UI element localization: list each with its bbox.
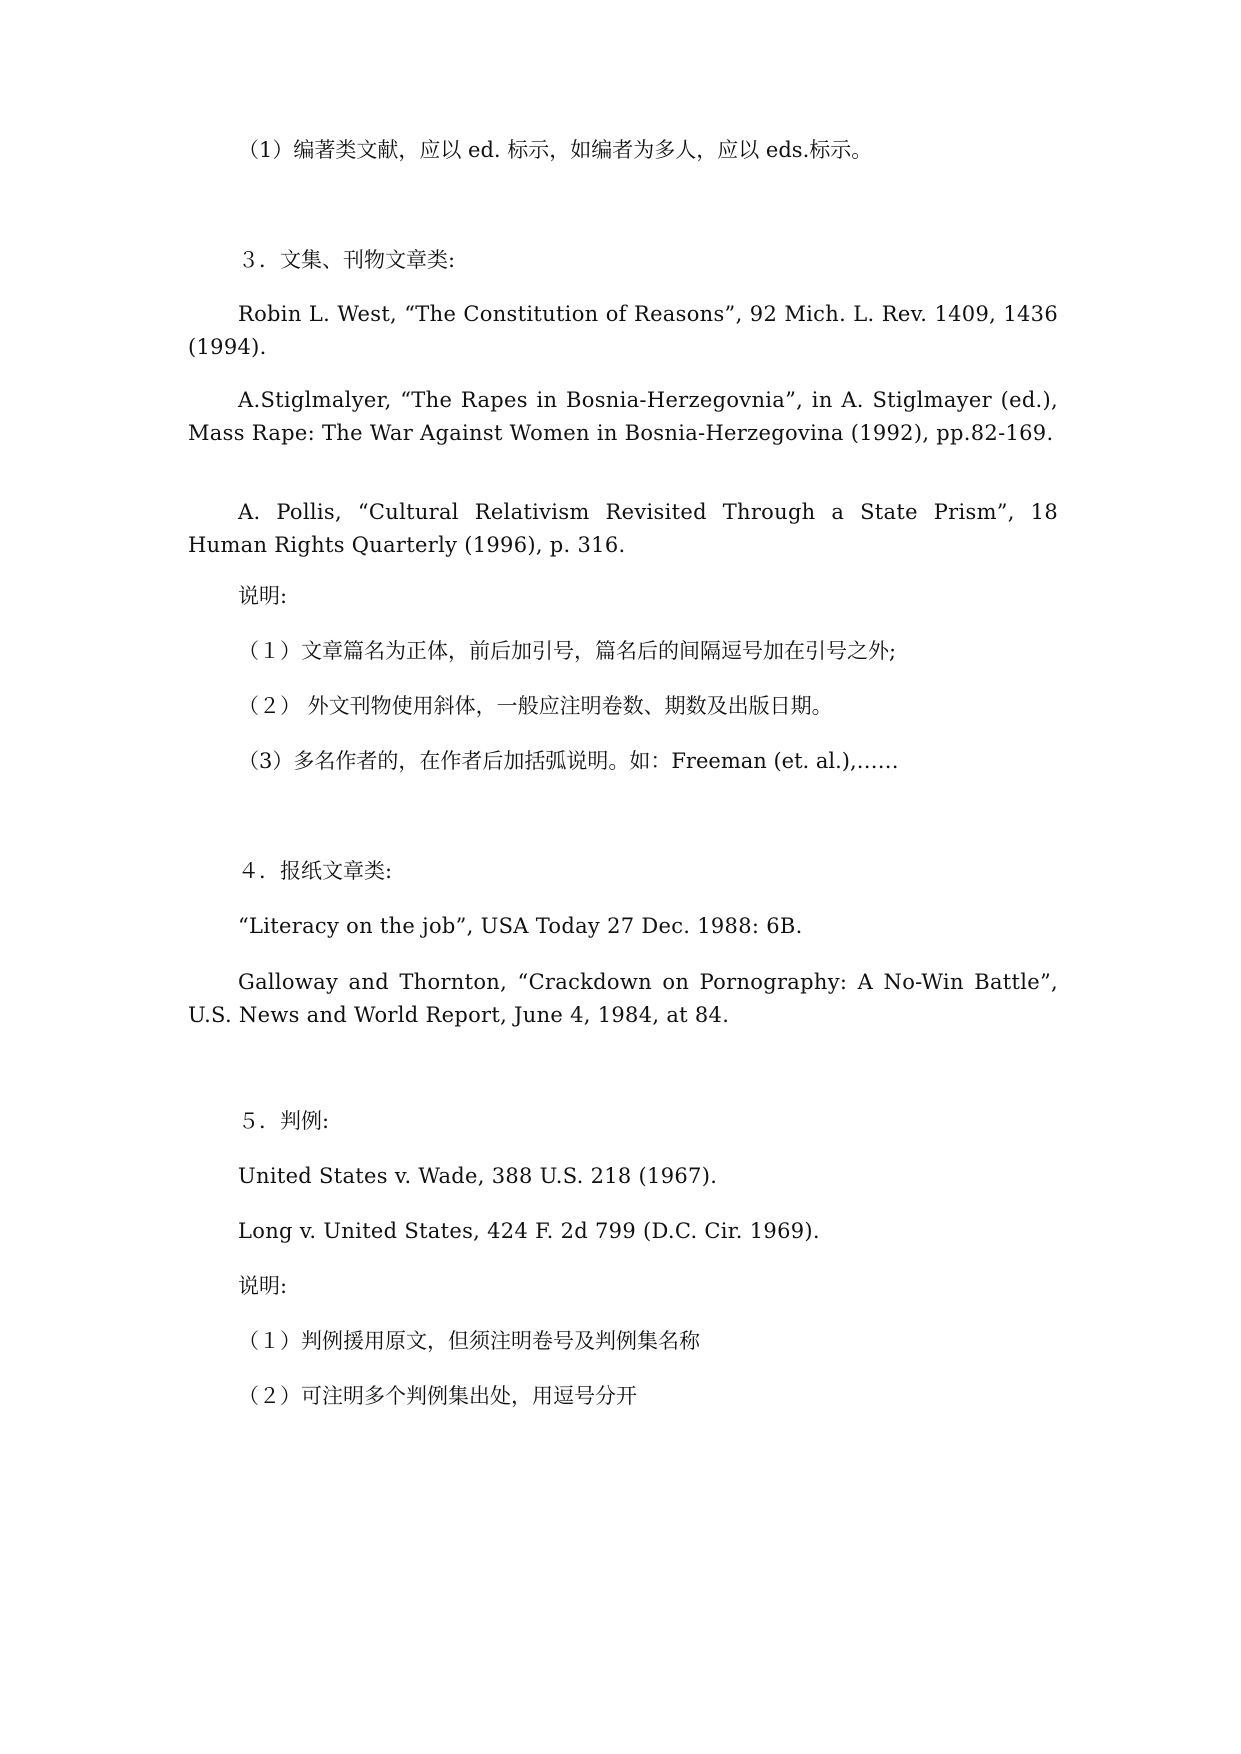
- section-4-heading: ４．报纸文章类:: [238, 859, 393, 883]
- case-long: Long v. United States, 424 F. 2d 799 (D.C. Cir. 1969).: [238, 1219, 820, 1243]
- section-5-note-1: （１）判例援用原文，但须注明卷号及判例集名称: [238, 1329, 700, 1353]
- section-3-note-1: （１）文章篇名为正体，前后加引号，篇名后的间隔逗号加在引号之外;: [238, 639, 897, 663]
- reference-pollis: A. Pollis, “Cultural Relativism Revisited Through a State Prism”, 18 Human Rights Quarterly (1996), p. 316.: [188, 500, 1058, 557]
- section-5-note-label: 说明:: [238, 1274, 288, 1298]
- section-5-note-2: （２）可注明多个判例集出处，用逗号分开: [238, 1384, 637, 1408]
- section-3-note-label: 说明:: [238, 584, 288, 608]
- section-5-heading: ５．判例:: [238, 1109, 330, 1133]
- section-3-note-2: （２） 外文刊物使用斜体，一般应注明卷数、期数及出版日期。: [238, 694, 833, 718]
- reference-literacy: “Literacy on the job”, USA Today 27 Dec. 1988: 6B.: [238, 914, 803, 938]
- note-ed-eds: （1）编著类文献，应以 ed. 标示，如编者为多人，应以 eds.标示。: [238, 138, 873, 162]
- reference-stiglmayer: A.Stiglmalyer, “The Rapes in Bosnia-Herzegovnia”, in A. Stiglmayer (ed.), Mass Rape: The War Against Women in Bosnia-Herzegovina (1992), pp.82-169.: [188, 388, 1058, 445]
- section-3-heading: ３．文集、刊物文章类:: [238, 248, 456, 272]
- section-3-note-3: （3）多名作者的，在作者后加括弧说明。如：Freeman (et. al.),……: [238, 749, 899, 773]
- reference-west: Robin L. West, “The Constitution of Reasons”, 92 Mich. L. Rev. 1409, 1436 (1994).: [188, 302, 1058, 359]
- case-wade: United States v. Wade, 388 U.S. 218 (1967).: [238, 1164, 718, 1188]
- reference-galloway: Galloway and Thornton, “Crackdown on Pornography: A No-Win Battle”, U.S. News and World Report, June 4, 1984, at 84.: [188, 970, 1058, 1027]
